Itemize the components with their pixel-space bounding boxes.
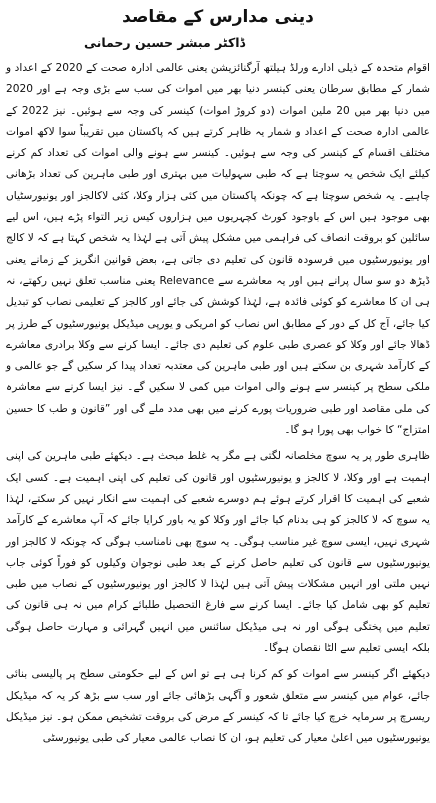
article-paragraph-3: دیکھئے اگر کینسر سے اموات کو کم کرنا ہی ہے تو اس کے لیے حکومتی سطح پر پالیسی بنائی جائے، عوام میں کینسر سے متعلق شعور و آگہی بڑھائی جائے اور سب سے بڑھ کر یہ کہ میڈیکل ریسرچ پر سرمایہ خرچ کیا جائے تا کہ کینسر کے مرض کی بروقت تشخیص ممکن ہو۔ نیز میڈیکل یونیورسٹیوں میں اعلیٰ معیار کی تعلیم ہو، ان کا نصاب عالمی معیار کی طبی یونیورسٹی xyxy=(6,668,430,745)
article-paragraph-2: ظاہری طور پر یہ سوچ مخلصانہ لگتی ہے مگر یہ غلط مبحث ہے۔ دیکھئے طبی ماہرین کی اپنی اہمیت ہے اور وکلا، لا کالجز و یونیورسٹیوں اور قانون کی تعلیم کی اپنی اہمیت ہے۔ کسی ایک شعبے کی اہمیت کا اقرار کرتے ہوئے ہم دوسرے شعبے کی اہمیت سے انکار نہیں کر سکتے، لہٰذا یہ سوچ کہ لا کالجز کو ہی بدنام کیا جائے اور وکلا کو یہ باور کرایا جائے کہ آپ معاشرے کے کارآمد شہری نہیں، ایسی سوچ غیر مناسب ہوگی۔ یہ سوچ بھی نامناسب ہوگی کہ چونکہ لا کالجز اور یونیورسٹیوں سے قانون کی تعلیم حاصل کرنے کے بعد طبی نوجوان وکیلوں کو فوراً کوئی جاب نہیں ملتی اور انہیں مشکلات پیش آتی ہیں لہٰذا لا کالجز اور یونیورسٹیوں کے نصاب میں طبی تعلیم کو بھی شامل کیا جائے۔ ایسا کرنے سے فارغ التحصیل طلبائے کرام میں نہ ہی قانون کی تعلیم میں پختگی ہوگی اور نہ ہی میڈیکل سائنس میں انہیں گہرائی و مہارت حاصل ہوگی بلکہ ایسی تعلیم سے الٹا نقصان ہوگا۔ xyxy=(6,450,430,655)
article-paragraph-1: اقوام متحدہ کے ذیلی ادارے ورلڈ ہیلتھ آرگنائزیشن یعنی عالمی ادارہ صحت کے 2020 کے اعداد و شمار کے مطابق سرطان یعنی کینسر دنیا بھر میں اموات کی سب سے بڑی وجہ ہے اور 2020 میں دنیا بھر میں 20 ملین اموات (دو کروڑ اموات) کینسر کی وجہ سے ہوئیں۔ نیز 2022 کے عالمی ادارہ صحت کے اعداد و شمار یہ ظاہر کرتے ہیں کہ پاکستان میں تقریباً سوا لاکھ اموات مختلف اقسام کے کینسر کی وجہ سے ہوئیں۔ کینسر سے ہونے والی اموات کی تعداد کم کرنے کیلئے ایک شخص یہ سوچتا ہے کہ طبی سہولیات میں بہتری اور طبی ماہرین کی تعداد بڑھانی چاہیے۔ یہ شخص سوچتا ہے کہ چونکہ پاکستان میں کئی ہزار وکلا، کئی لاکالجز اور یونیورسٹیاں بھی موجود ہیں اس کے باوجود کورٹ کچہریوں میں ہزاروں کیس زیر التواء پڑے ہیں، اس لیے سائلین کو بروقت انصاف کی فراہمی میں مشکل پیش آتی ہے لہٰذا یہ شخص کہتا ہے کہ لا کالج اور یونیورسٹیوں میں فرسودہ قانون کی تعلیم دی جاتی ہے، بعض قوانین انگریز کے زمانے یعنی ڈیڑھ دو سو سال پرانے ہیں اور یہ معاشرے سے Relevance یعنی مناسب تعلق نہیں رکھتے، نہ ہی ان کا معاشرے کو کوئی فائدہ ہے، لہٰذا کوشش کی جائے اور کالجز کے تعلیمی نصاب کو تبدیل کیا جائے، آج کل کے دور کے مطابق اس نصاب کو امریکی و یورپی میڈیکل یونیورسٹیوں کے طرز پر ڈھالا جائے اور وکلا کو عصری طبی علوم کی تعلیم دی جائے۔ ایسا کرنے سے وکلا برادری معاشرے کے کارآمد شہری بن سکتے ہیں اور طبی ماہرین کی معتدبہ تعداد پیدا کر سکیں گے جو عالمی و ملکی سطح پر کینسر سے ہونے والی اموات میں کمی لا سکیں گے۔ نیز ایسا کرنے سے معاشرہ کی ملی مقاصد اور طبی ضروریات پورے کرنے میں بھی مدد ملے گی اور ”قانون و طب کا حسین امتزاج“ کا خواب بھی پورا ہو گا۔ xyxy=(6,62,431,437)
article-title: دینی مدارس کے مقاصد xyxy=(122,7,314,27)
article-author: ڈاکٹر مبشر حسین رحمانی xyxy=(84,35,246,50)
